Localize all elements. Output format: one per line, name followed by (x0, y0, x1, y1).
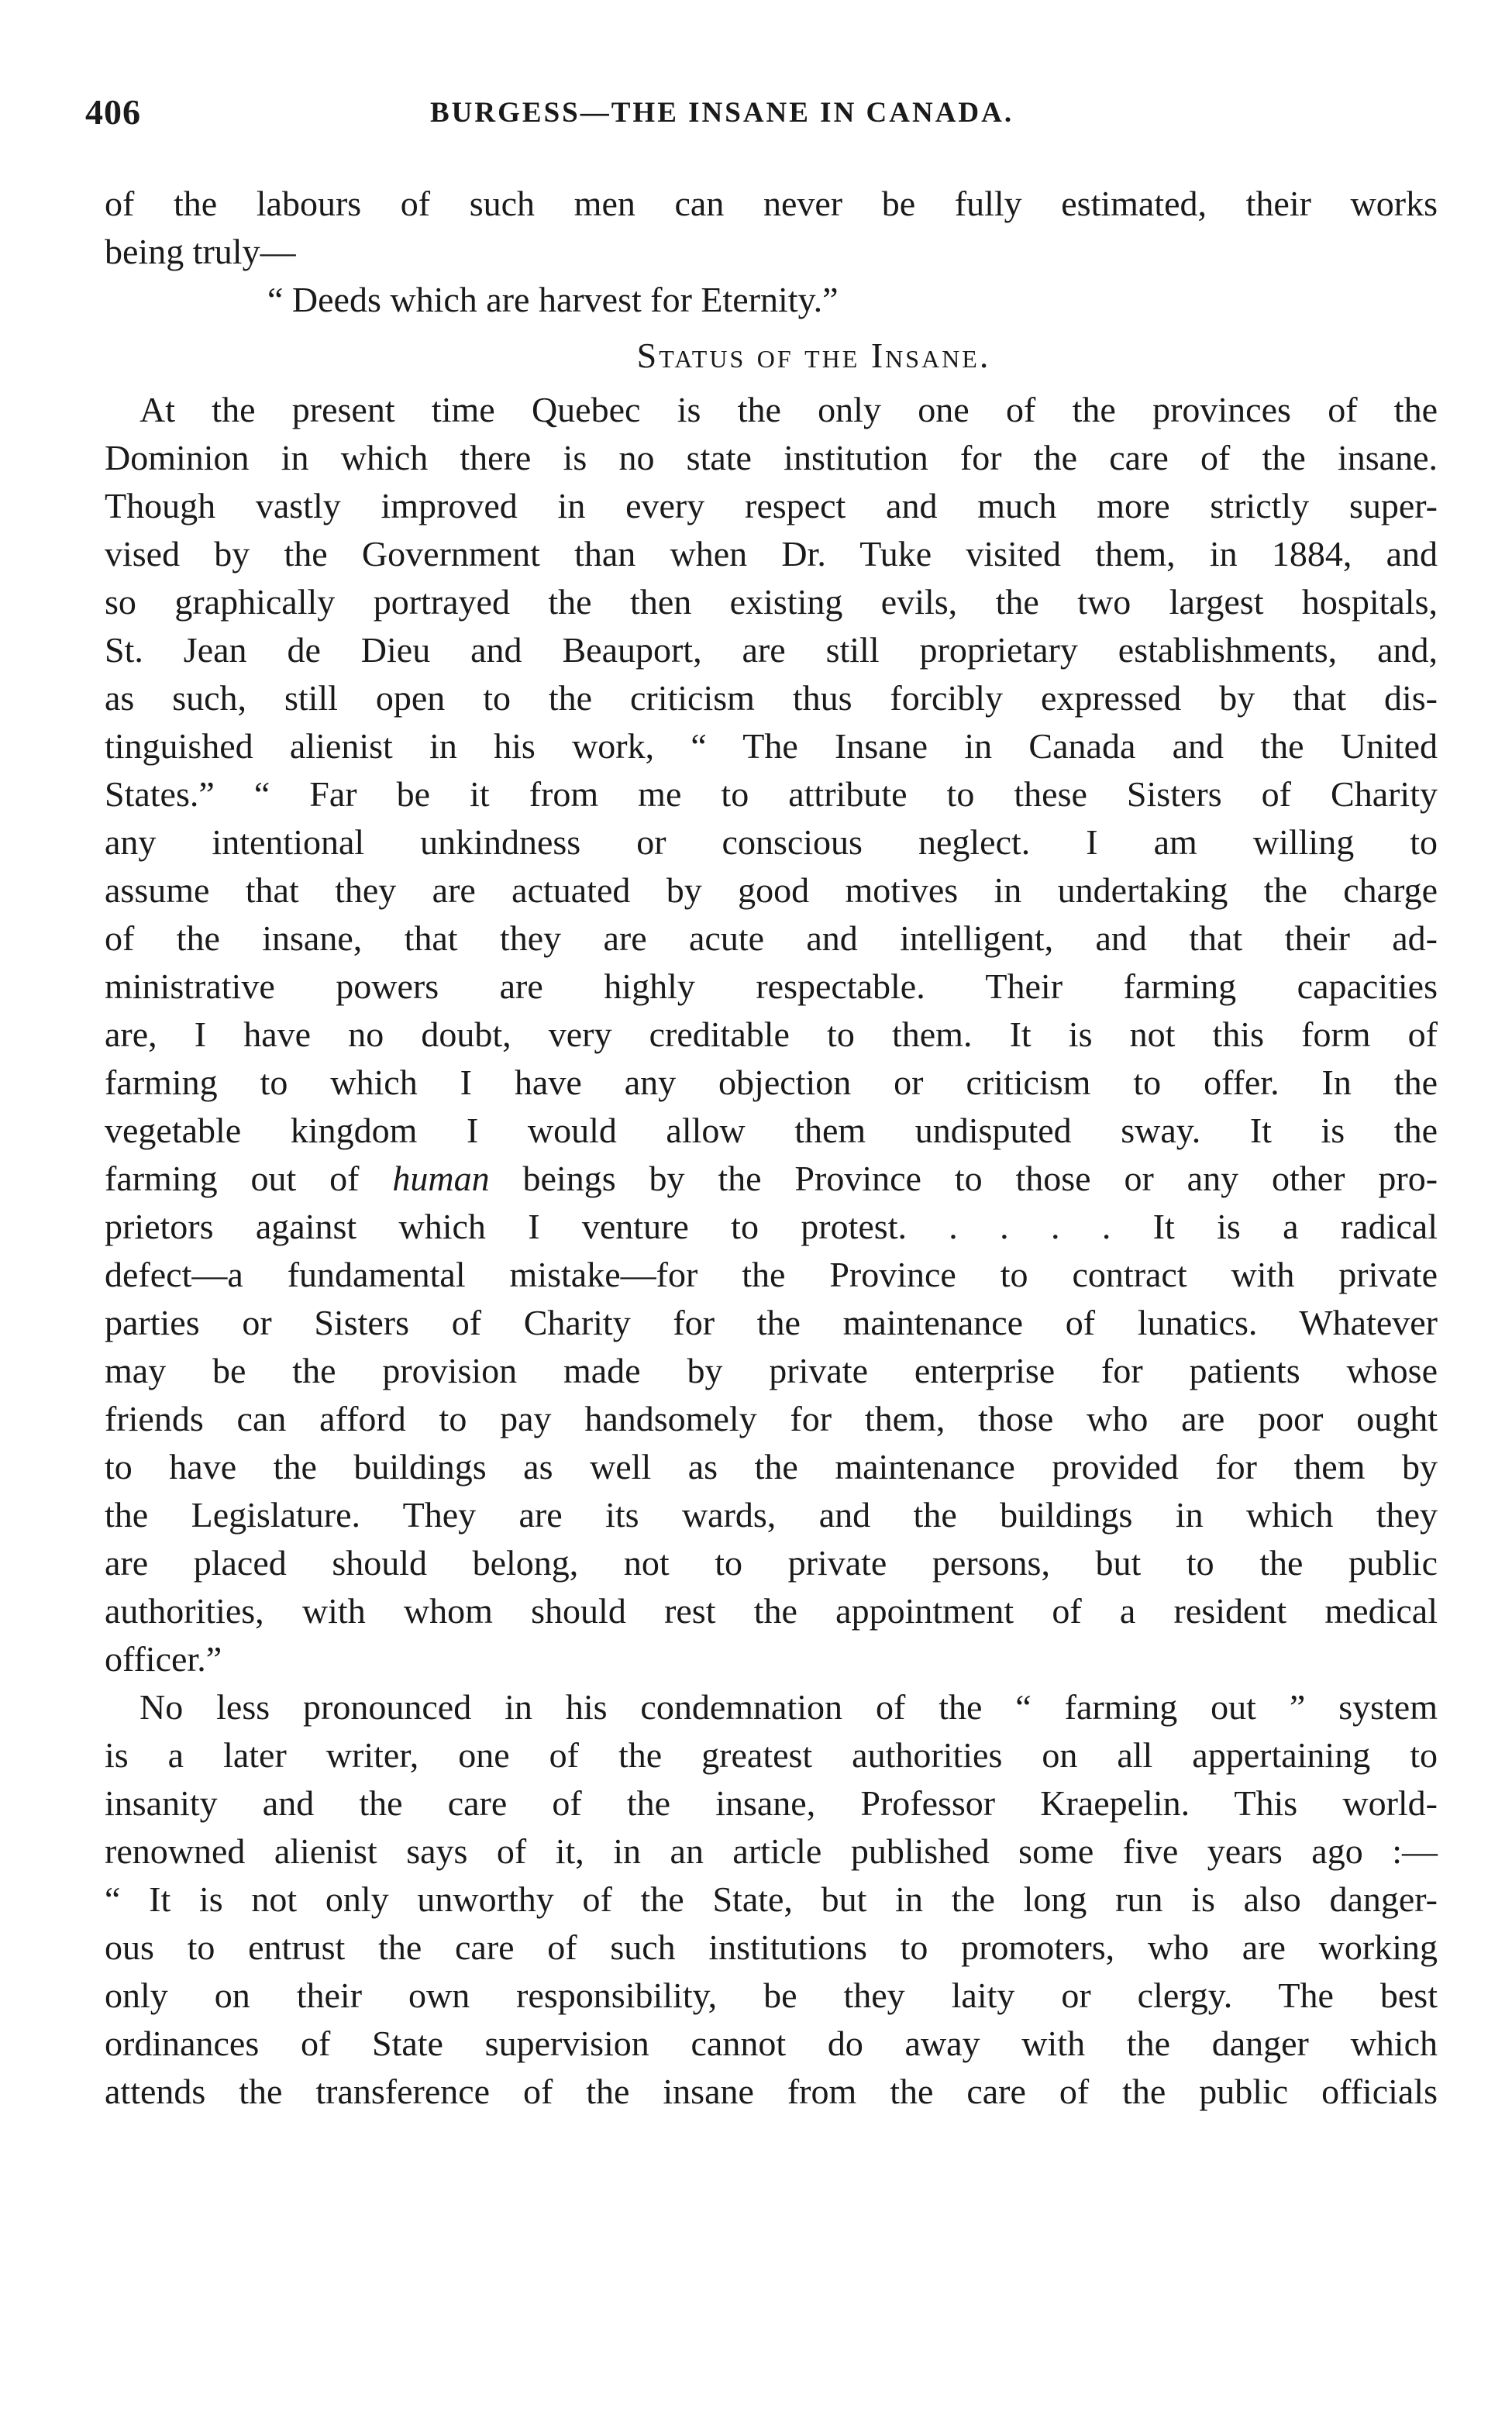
text-line: friends can afford to pay handsomely for them, those who are poor ought (105, 1399, 1438, 1438)
text-line: of the labours of such men can never be fully estimated, their works (105, 184, 1438, 223)
text-line: of the insane, that they are acute and intelligent, and that their ad- (105, 918, 1438, 958)
text-line: so graphically portrayed the then existing evils, the two largest hospitals, (105, 582, 1438, 622)
text-line: Dominion in which there is no state institution for the care of the insane. (105, 438, 1438, 477)
text-line: ous to entrust the care of such institutions to promoters, who are working (105, 1927, 1438, 1967)
text-line: assume that they are actuated by good motives in undertaking the charge (105, 870, 1438, 910)
text-line: vegetable kingdom I would allow them undisputed sway. It is the (105, 1111, 1438, 1150)
text-line: defect—a fundamental mistake—for the Province to contract with private (105, 1255, 1438, 1294)
running-title: BURGESS—THE INSANE IN CANADA. (430, 97, 1014, 129)
text-line: being truly— (105, 232, 296, 271)
text-line: farming to which I have any objection or criticism to offer. In the (105, 1063, 1438, 1102)
text-line: No less pronounced in his condemnation of the “ farming out ” system (139, 1687, 1438, 1727)
section-heading: Status of the Insane. (636, 336, 991, 375)
text-line: States.” “ Far be it from me to attribute to these Sisters of Charity (105, 774, 1438, 814)
text-line: are placed should belong, not to private persons, but to the public (105, 1543, 1438, 1583)
text-line: “ It is not only unworthy of the State, but in the long run is also danger- (105, 1879, 1438, 1919)
text-line: parties or Sisters of Charity for the maintenance of lunatics. Whatever (105, 1303, 1438, 1342)
page-number: 406 (85, 92, 141, 132)
body-text (105, 180, 1438, 2116)
text-line: attends the transference of the insane from the care of the public officials (105, 2072, 1438, 2111)
text-line: ministrative powers are highly respectable. Their farming capacities (105, 966, 1438, 1006)
text-line (105, 1155, 1438, 1203)
text-line: ordinances of State supervision cannot do away with the danger which (105, 2024, 1438, 2063)
text-line: officer.” (105, 1639, 222, 1679)
text-line: prietors against which I venture to protest. . . . . It is a radical (105, 1207, 1438, 1246)
text-line: may be the provision made by private enterprise for patients whose (105, 1351, 1438, 1390)
text-line: only on their own responsibility, be they laity or clergy. The best (105, 1976, 1438, 2015)
text-line: insanity and the care of the insane, Professor Kraepelin. This world- (105, 1783, 1438, 1823)
text-line: At the present time Quebec is the only one of the provinces of the (139, 390, 1438, 429)
text-line: authorities, with whom should rest the appointment of a resident medical (105, 1591, 1438, 1631)
text-line: renowned alienist says of it, in an article published some five years ago :— (105, 1831, 1438, 1871)
text-line: any intentional unkindness or conscious neglect. I am willing to (105, 822, 1438, 862)
text-line: St. Jean de Dieu and Beauport, are still proprietary establishments, and, (105, 630, 1438, 670)
text-line: are, I have no doubt, very creditable to them. It is not this form of (105, 1014, 1438, 1054)
emphasis-human: human (392, 1159, 490, 1198)
text-line: vised by the Government than when Dr. Tuke visited them, in 1884, and (105, 534, 1438, 574)
text-line: as such, still open to the criticism thus forcibly expressed by that dis- (105, 678, 1438, 718)
text-line: to have the buildings as well as the maintenance provided for them by (105, 1447, 1438, 1486)
text-fragment: beings by the Province to those or any other pro- (489, 1159, 1438, 1198)
text-fragment: farming out of (105, 1159, 393, 1198)
text-line: tinguished alienist in his work, “ The Insane in Canada and the United (105, 726, 1438, 766)
text-line: the Legislature. They are its wards, and the buildings in which they (105, 1495, 1438, 1535)
text-line: is a later writer, one of the greatest authorities on all appertaining to (105, 1735, 1438, 1775)
text-line: Though vastly improved in every respect and much more strictly super- (105, 486, 1438, 525)
running-head (85, 91, 1438, 138)
epigraph-quote: “ Deeds which are harvest for Eternity.” (267, 280, 839, 319)
